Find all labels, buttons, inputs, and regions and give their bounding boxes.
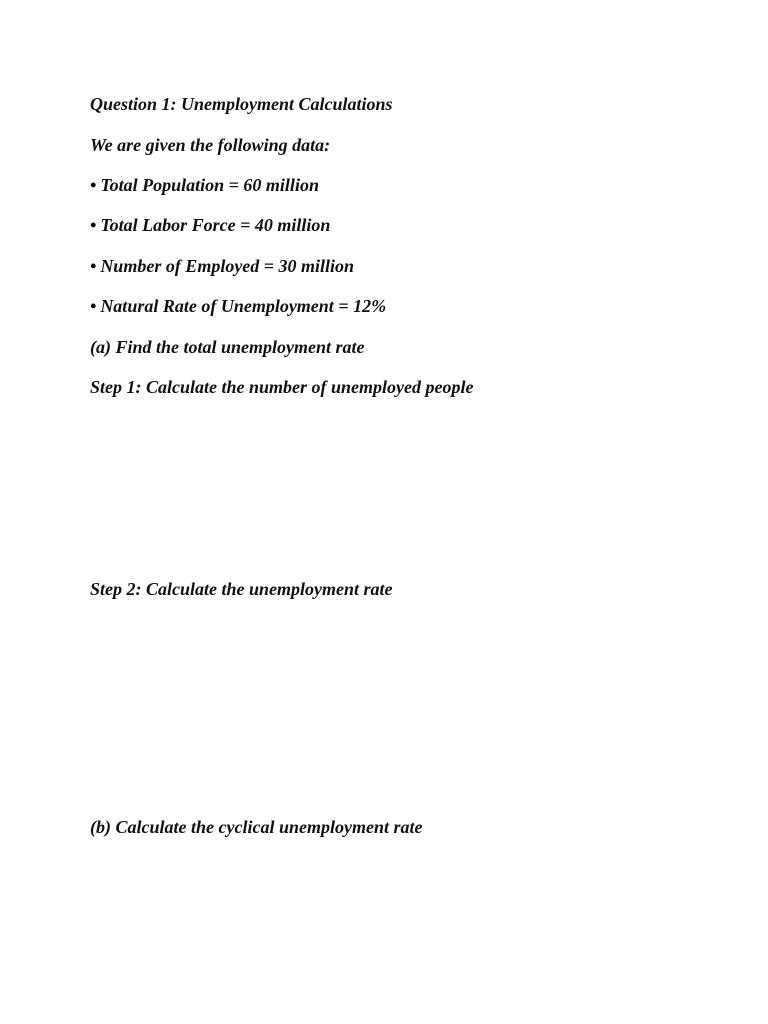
bullet-item-employed [90, 255, 354, 277]
bullet-item-labor-force [90, 214, 330, 236]
bullet-text: Number of Employed = 30 million [100, 256, 355, 276]
bullet-icon: • [90, 256, 97, 276]
intro-text: We are given the following data: [90, 135, 331, 155]
question-title: Question 1: Unemployment Calculations [90, 94, 393, 114]
bullet-item-natural-rate [90, 295, 386, 317]
part-a-heading: (a) Find the total unemployment rate [90, 337, 365, 357]
step-1-heading: Step 1: Calculate the number of unemployed people [90, 377, 474, 397]
bullet-icon: • [90, 215, 97, 235]
bullet-text: Total Population = 60 million [100, 175, 319, 195]
bullet-text: Total Labor Force = 40 million [100, 215, 331, 235]
bullet-icon: • [90, 175, 97, 195]
bullet-text: Natural Rate of Unemployment = 12% [100, 296, 387, 316]
bullet-icon: • [90, 296, 97, 316]
bullet-item-total-population [90, 174, 319, 196]
part-b-heading: (b) Calculate the cyclical unemployment rate [90, 817, 423, 837]
step-2-heading: Step 2: Calculate the unemployment rate [90, 579, 393, 599]
